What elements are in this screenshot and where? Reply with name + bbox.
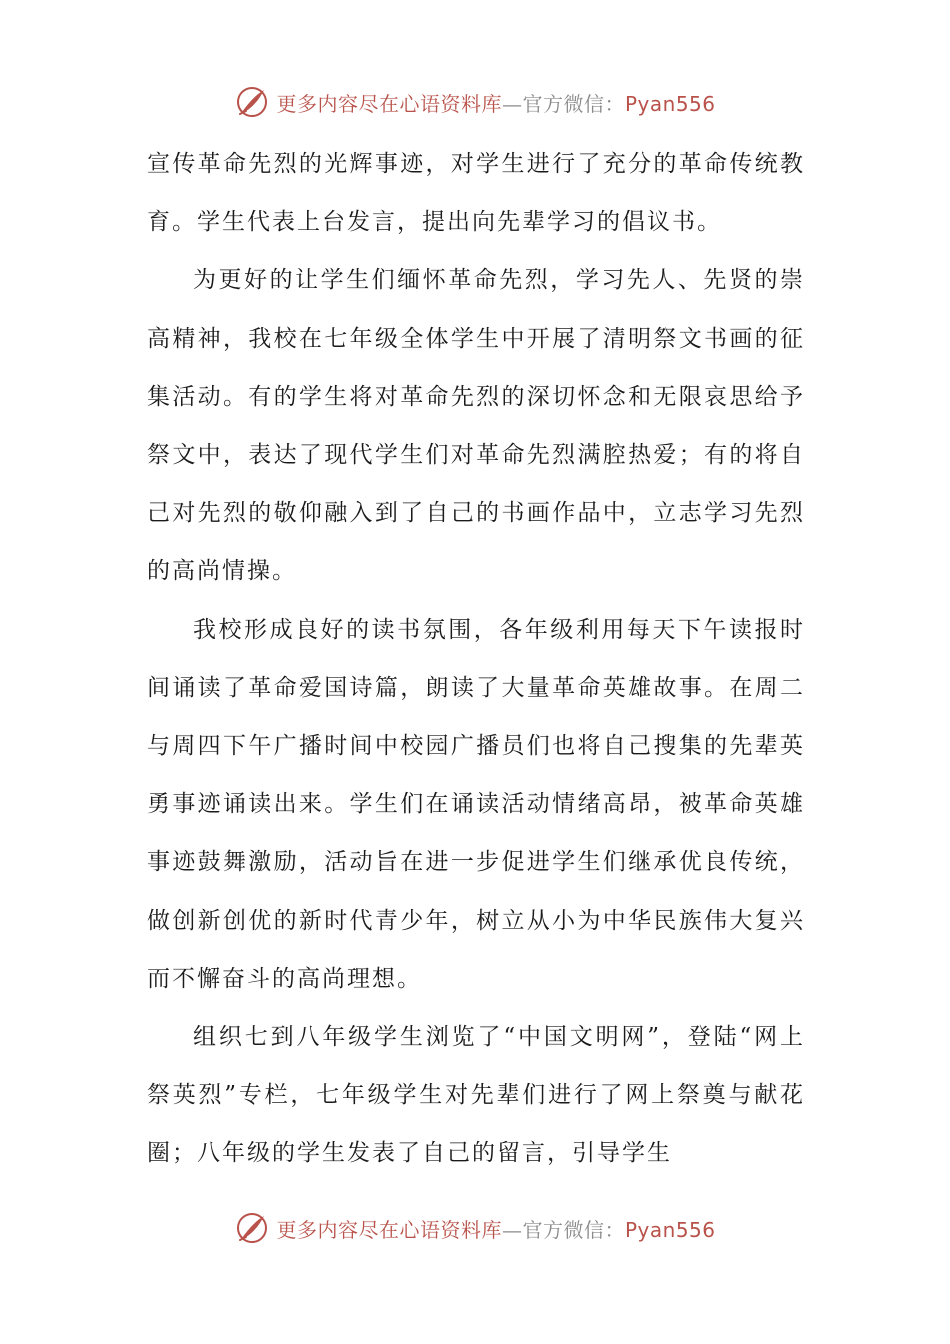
wechat-handle: Pyan556 xyxy=(624,1217,716,1242)
brand-name: 更多内容尽在心语资料库 xyxy=(276,91,502,116)
paragraph: 组织七到八年级学生浏览了“中国文明网”，登陆“网上祭英烈”专栏，七年级学生对先辈们进行了网上祭奠与献花圈；八年级的学生发表了自己的留言，引导学生 xyxy=(147,1024,805,1167)
banner-text xyxy=(276,88,715,117)
wechat-label: 官方微信： xyxy=(522,1217,625,1242)
wechat-label: 官方微信： xyxy=(522,91,625,116)
quill-pen-icon xyxy=(234,84,270,120)
paragraph: 宣传革命先烈的光辉事迹，对学生进行了充分的革命传统教育。学生代表上台发言，提出向先辈学习的倡议书。 xyxy=(147,151,805,236)
wechat-handle: Pyan556 xyxy=(624,91,716,116)
document-body xyxy=(147,135,805,1183)
banner-separator: — xyxy=(501,91,523,116)
banner-separator: — xyxy=(501,1217,523,1242)
brand-name: 更多内容尽在心语资料库 xyxy=(276,1217,502,1242)
paragraph: 我校形成良好的读书氛围，各年级利用每天下午读报时间诵读了革命爱国诗篇，朗读了大量革命英雄故事。在周二与周四下午广播时间中校园广播员们也将自己搜集的先辈英勇事迹诵读出来。学生们在诵读活动情绪高昂，被革命英雄事迹鼓舞激励，活动旨在进一步促进学生们继承优良传统，做创新创优的新时代青少年，树立从小为中华民族伟大复兴而不懈奋斗的高尚理想。 xyxy=(147,616,805,992)
paragraph: 为更好的让学生们缅怀革命先烈，学习先人、先贤的崇高精神，我校在七年级全体学生中开展了清明祭文书画的征集活动。有的学生将对革命先烈的深切怀念和无限哀思给予祭文中，表达了现代学生们对革命先烈满腔热爱；有的将自己对先烈的敬仰融入到了自己的书画作品中，立志学习先烈的高尚情操。 xyxy=(147,267,805,585)
quill-pen-icon xyxy=(234,1210,270,1246)
header-banner xyxy=(0,82,950,122)
banner-text xyxy=(276,1214,715,1243)
footer-banner xyxy=(0,1208,950,1248)
